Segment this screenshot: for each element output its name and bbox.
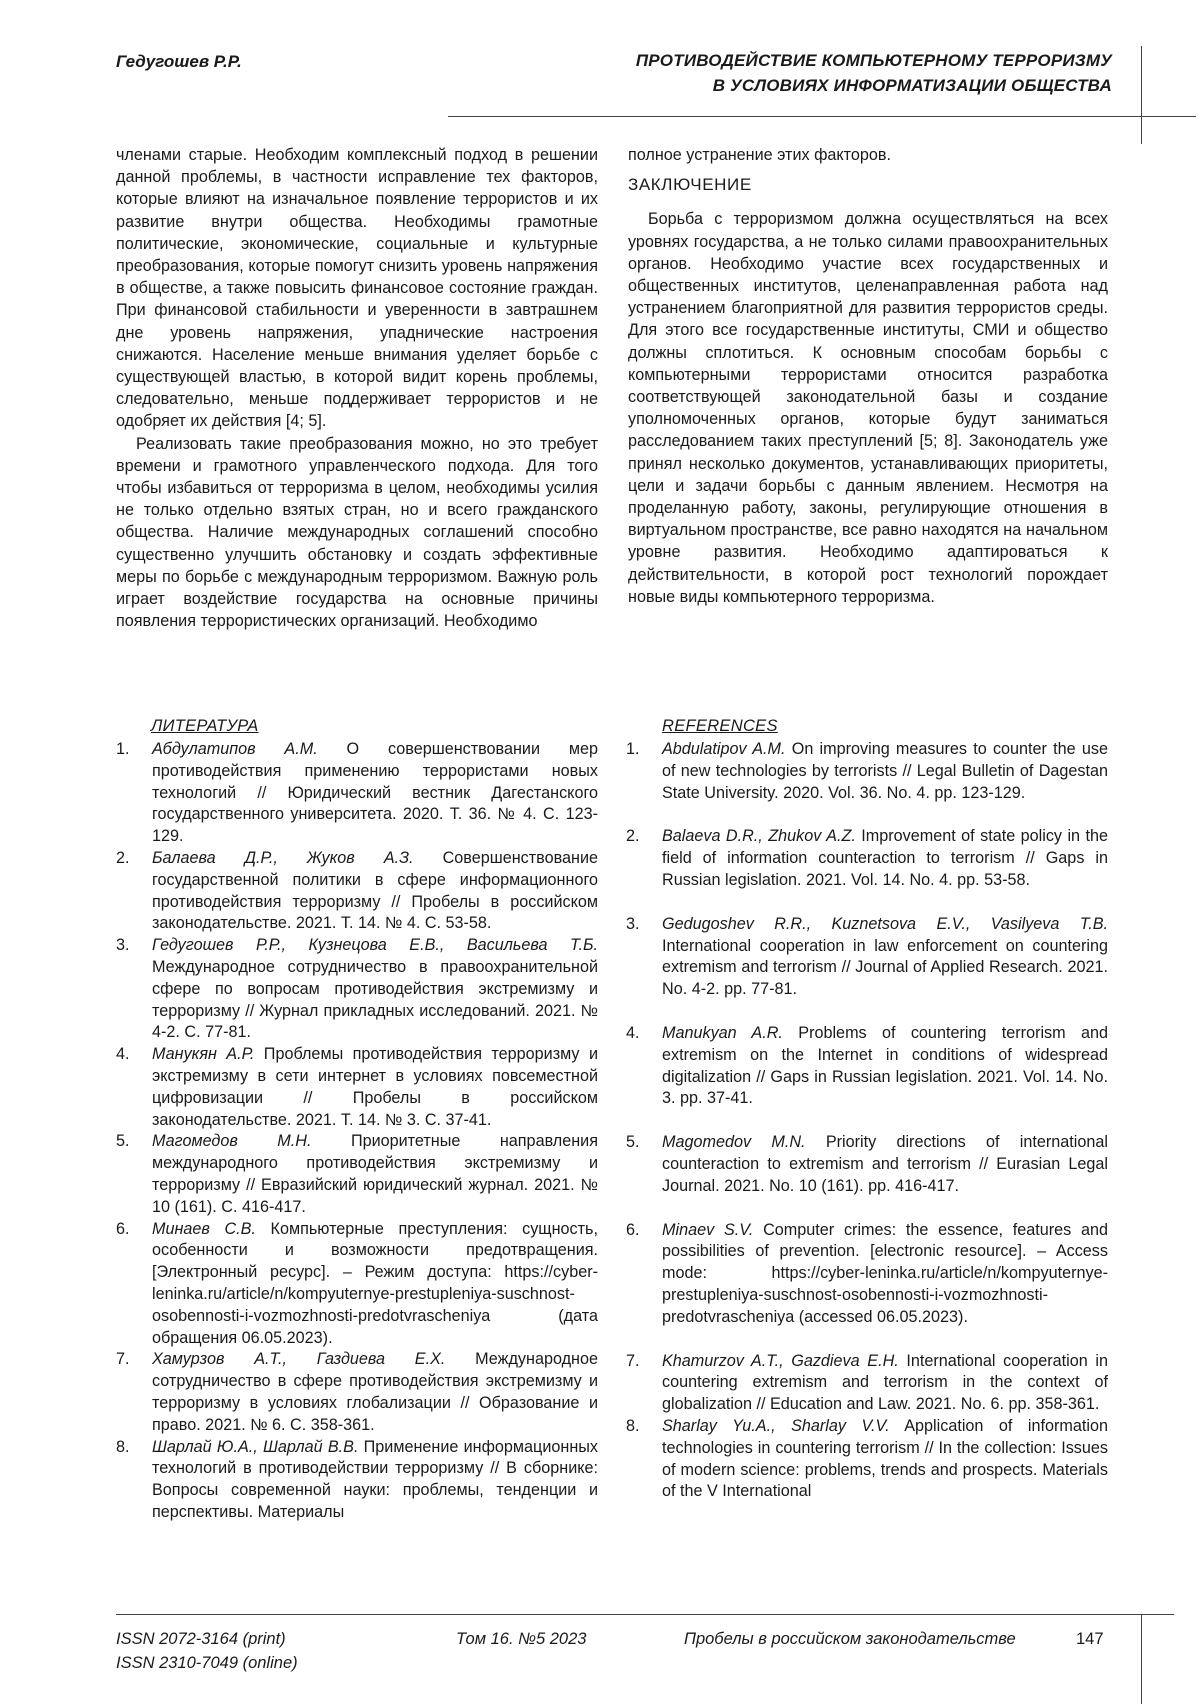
ref-text: Компьютерные преступления: сущность, особенности и возможности предотвращения. [Электронный ресурс]. – Режим доступа: https://cyber-leninka.ru/article/n/kompyuternye-prestupleniya-suschnost-osobennosti-i-vozmozhnosti-predotvrascheniya (дата обращения 06.05.2023). [152,1219,598,1347]
running-title-line-1: ПРОТИВОДЕЙСТВИЕ КОМПЬЮТЕРНОМУ ТЕРРОРИЗМУ [635,51,1112,70]
literature-item [116,1437,598,1524]
body-paragraph: членами старые. Необходим комплексный подход в решении данной проблемы, в частности исправление тех факторов, которые влияют на изначальное появление террористов и их развитие внутри общества. Необходимы грамотные политические, экономические, социальные и культурные преобразования, которые помогут снизить уровень напряжения в обществе, а также повысить финансовое состояние граждан. При финансовой стабильности и уверенности в завтрашнем дне уровень напряжения, упаднические настроения снижаются. Население меньше внимания уделяет борьбе с существующей властью, в которой видит корень проблемы, следовательно, меньше поддерживает террористов и не одобряет их действия [4; 5]. [116,146,598,431]
ref-number: 8. [626,1416,640,1435]
ref-text: Application of information technologies in countering terrorism // In the collection: Issues of modern science: problems, trends and prospects. Materials of the V International [662,1416,1108,1501]
ref-authors: Manukyan A.R. [662,1023,783,1042]
literature-item [116,739,598,848]
ref-text: International cooperation in countering extremism and terrorism in the context of globalization // Education and Law. 2021. No. 6. pp. 358-361. [662,1351,1108,1414]
ref-text: Improvement of state policy in the field of information counteraction to terrorism // Gaps in Russian legislation. 2021. Vol. 14. No. 4. pp. 53-58. [662,827,1108,889]
literature-item [116,935,598,1044]
ref-text: Международное сотрудничество в сфере противодействия экстремизму и терроризму в условиях глобализации // Образование и право. 2021. № 6. С. 358-361. [152,1350,598,1434]
ref-number: 5. [116,1132,130,1151]
journal-name: Пробелы в российском законодательстве [684,1630,1016,1648]
ref-number: 6. [626,1220,640,1239]
reference-item [626,1220,1108,1329]
ref-number: 7. [116,1350,130,1369]
ref-authors: Абдулатипов А.М. [152,740,318,758]
ref-number: 1. [626,740,640,758]
ref-authors: Sharlay Yu.A., Sharlay V.V. [662,1416,890,1435]
ref-text: Совершенствование государственной политики в сфере информационного противодействия терроризму // Пробелы в российском законодательстве. 2021. Т. 14. № 4. С. 53-58. [152,848,598,933]
issn-print: ISSN 2072-3164 (print) [116,1630,286,1648]
ref-number: 3. [116,936,130,955]
running-title [552,48,1112,98]
ref-authors: Magomedov M.N. [662,1133,806,1152]
ref-number: 8. [116,1437,130,1456]
ref-authors: Хамурзов А.Т., Газдиева Е.Х. [152,1350,446,1369]
ref-number: 4. [116,1045,130,1064]
ref-number: 4. [626,1023,640,1042]
running-author: Гедугошев Р.Р. [116,52,242,71]
ref-text: Международное сотрудничество в правоохранительной сфере по вопросам противодействия экстремизму и терроризму // Журнал прикладных исследований. 2021. № 4-2. С. 77-81. [152,957,598,1042]
ref-text: О совершенствовании мер противодействия применению террористами новых технологий // Юридический вестник Дагестанского государственного университета. 2020. Т. 36. № 4. С. 123-129. [152,740,598,846]
reference-item [626,1132,1108,1197]
ref-authors: Минаев С.В. [152,1219,256,1238]
volume-issue: Том 16. №5 2023 [456,1630,587,1648]
body-paragraph: Реализовать такие преобразования можно, но это требует времени и грамотного управленческого подхода. Для того чтобы избавиться от терроризма в целом, необходимы усилия не только отдельно взятых стран, но и всего гражданского общества. Наличие международных соглашений способно существенно улучшить обстановку и создать эффективные меры по борьбе с международным терроризмом. Важную роль играет воздействие государства на основные причины появления террористических организаций. Необходимо [116,434,598,631]
body-paragraph: Борьба с терроризмом должна осуществляться на всех уровнях государства, а не только силами правоохранительных органов. Необходимо участие всех государственных и общественных институтов, целенаправленная работа над устранением благоприятной для развития террористов среды. Для этого все государственные институты, СМИ и общество должны сплотиться. К основным способам борьбы с компьютерными террористами относится разработка соответствующей законодательной базы и создание уполномоченных органов, которые будут заниматься расследованием таких преступлений [5; 8]. Законодатель уже принял несколько документов, устанавливающих приоритеты, цели и задачи борьбы с данным явлением. Несмотря на проделанную работу, законы, регулирующие отношения в виртуальном пространстве, все равно находятся на начальном уровне развития. Необходимо адаптироваться к действительности, в которой рост технологий порождает новые виды компьютерного терроризма. [628,210,1108,606]
ref-text: Computer crimes: the essence, features and possibilities of prevention. [electronic resource]. – Access mode: https://cyber-leninka.ru/article/n/kompyuternye-prestupleniya-suschnost-osobennosti-i-vozmozhnosti-predotvrascheniya (accessed 06.05.2023). [662,1220,1108,1326]
ref-number: 3. [626,914,640,933]
ref-text: Применение информационных технологий в противодействии терроризму // В сборнике: Вопросы современной науки: проблемы, тенденции и перспективы. Материалы [152,1437,598,1521]
ref-text: International cooperation in law enforcement on countering extremism and terrorism // Journal of Applied Research. 2021. No. 4-2. pp. 77-81. [662,936,1108,999]
ref-number: 5. [626,1133,640,1152]
reference-item [626,826,1108,891]
ref-text: Приоритетные направления международного противодействия экстремизму и терроризму // Евразийский юридический журнал. 2021. № 10 (161). С. 416-417. [152,1132,598,1216]
ref-number: 2. [116,848,130,867]
ref-text: On improving measures to counter the use of new technologies by terrorists // Legal Bulletin of Dagestan State University. 2020. Vol. 36. No. 4. pp. 123-129. [662,740,1108,802]
references-list [626,739,1108,1503]
literature-item [116,1131,598,1218]
reference-item [626,1023,1108,1110]
body-paragraph: полное устранение этих факторов. [628,146,892,164]
page-number: 147 [1076,1630,1104,1648]
ref-authors: Магомедов М.Н. [152,1132,312,1151]
reference-item [626,1416,1108,1503]
literature-list [116,739,598,1524]
body-right-column [628,144,1108,608]
ref-authors: Abdulatipov A.M. [662,740,786,758]
ref-authors: Balaeva D.R., Zhukov A.Z. [662,827,856,846]
reference-item [626,914,1108,1001]
conclusion-heading: ЗАКЛЮЧЕНИЕ [628,175,752,195]
ref-number: 1. [116,740,130,758]
reference-item [626,739,1108,804]
ref-authors: Манукян А.Р. [152,1045,255,1064]
ref-text: Priority directions of international counteraction to extremism and terrorism // Eurasian Legal Journal. 2021. No. 10 (161). pp. 416-417. [662,1133,1108,1195]
ref-text: Проблемы противодействия терроризму и экстремизму в сети интернет в условиях повсеместной цифровизации // Пробелы в российском законодательстве. 2021. Т. 14. № 3. С. 37-41. [152,1045,598,1129]
running-title-line-2: В УСЛОВИЯХ ИНФОРМАТИЗАЦИИ ОБЩЕСТВА [712,76,1112,95]
footer-rule [116,1614,1174,1615]
literature-heading: ЛИТЕРАТУРА [151,717,259,735]
ref-authors: Балаева Д.Р., Жуков А.З. [152,848,414,867]
ref-authors: Khamurzov A.T., Gazdieva E.H. [662,1351,899,1370]
literature-item [116,848,598,935]
literature-item [116,1349,598,1436]
ref-number: 7. [626,1351,640,1370]
issn-online: ISSN 2310-7049 (online) [116,1654,298,1672]
ref-authors: Minaev S.V. [662,1220,754,1239]
ref-number: 6. [116,1219,130,1238]
literature-item [116,1219,598,1350]
ref-text: Problems of countering terrorism and extremism on the Internet in conditions of widespread digitalization // Gaps in Russian legislation. 2021. Vol. 14. No. 3. pp. 37-41. [662,1023,1108,1108]
footer-vertical-rule [1141,1614,1142,1704]
ref-authors: Gedugoshev R.R., Kuznetsova E.V., Vasilyeva T.B. [662,914,1108,933]
reference-item [626,1351,1108,1416]
body-left-column [116,144,598,632]
ref-number: 2. [626,827,640,846]
ref-authors: Гедугошев Р.Р., Кузнецова Е.В., Васильева Т.Б. [152,936,598,955]
references-heading: REFERENCES [662,717,778,735]
header-rule [448,116,1196,117]
literature-item [116,1044,598,1131]
ref-authors: Шарлай Ю.А., Шарлай В.В. [152,1437,359,1456]
header-vertical-rule [1141,46,1142,144]
